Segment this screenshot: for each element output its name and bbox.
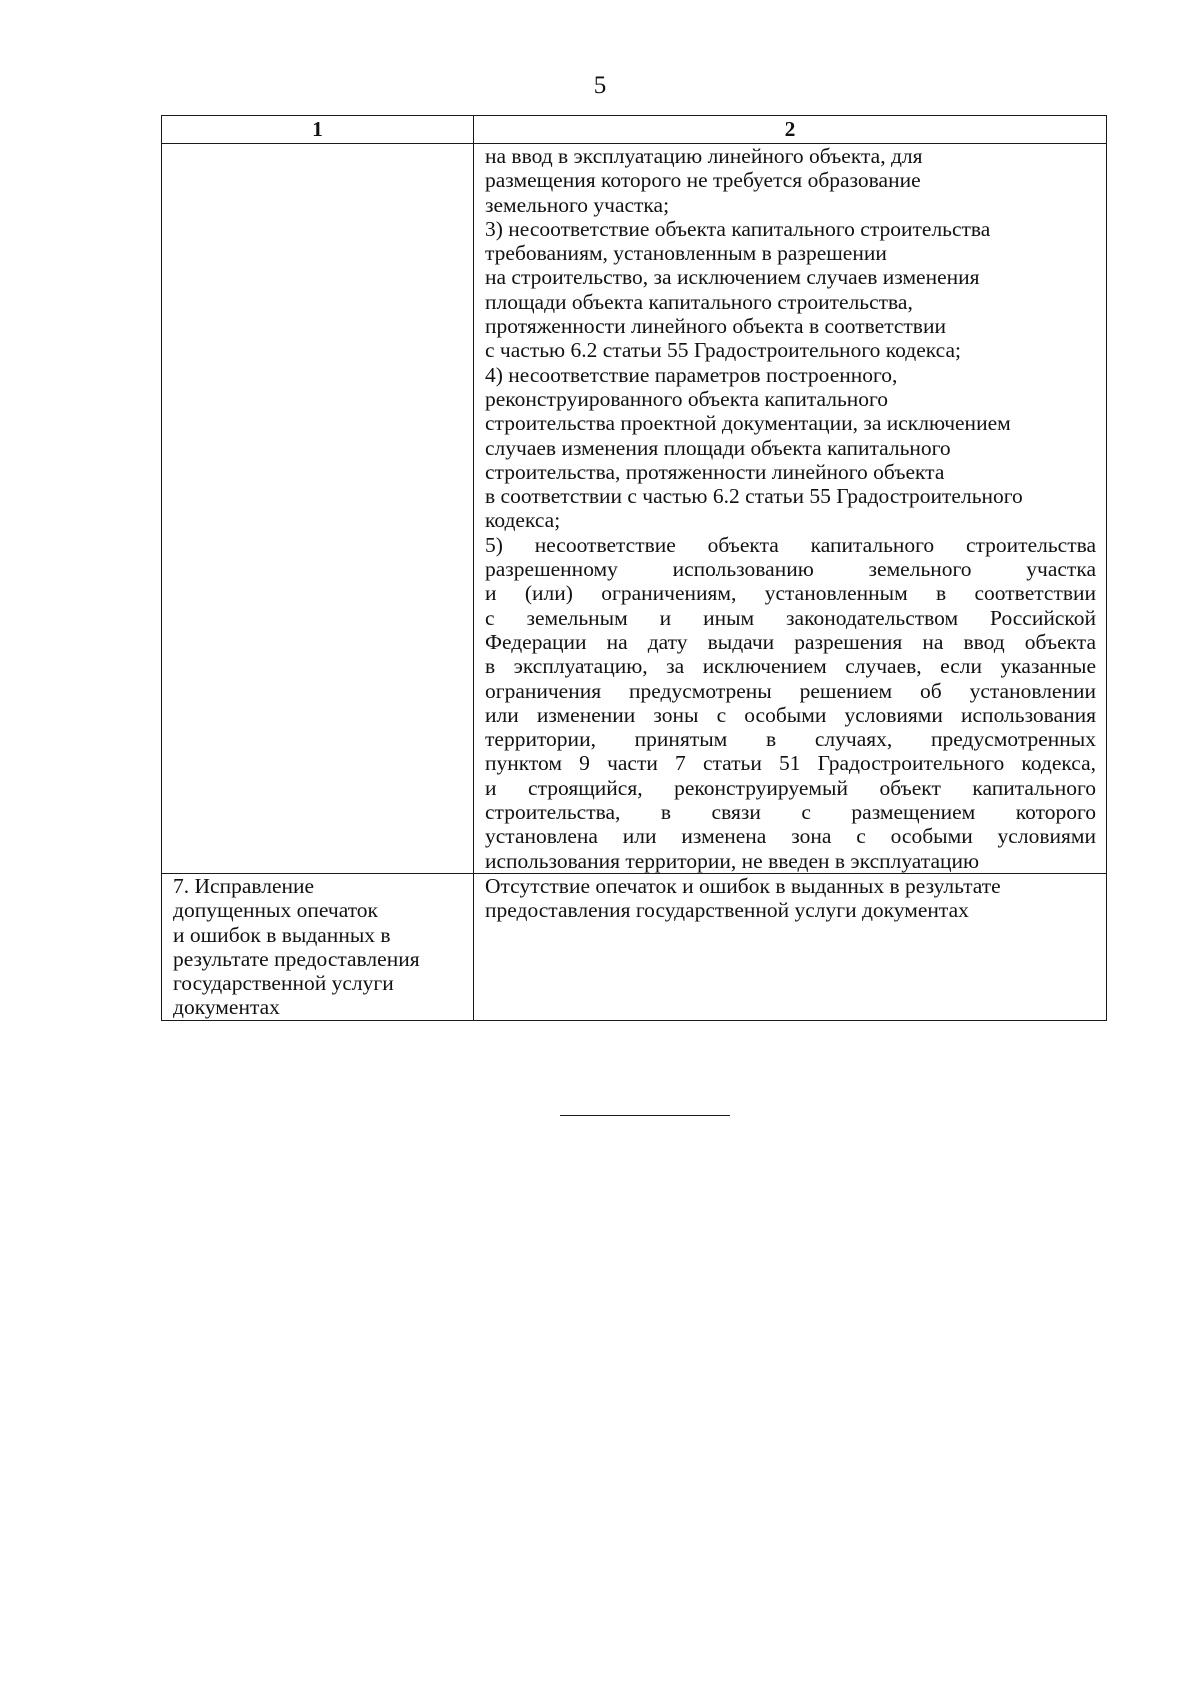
text-line: 4) несоответствие параметров построенного,: [485, 362, 898, 387]
text-line: случаев изменения площади объекта капитального: [485, 435, 951, 460]
text-line: на строительство, за исключением случаев изменения: [485, 265, 980, 290]
justified-text-line: или изменении зоны с особыми условиями использования: [485, 702, 1096, 727]
table-row: [162, 144, 1107, 874]
column-header-1: 1: [162, 116, 474, 144]
text-line: площади объекта капитального строительства,: [485, 289, 913, 314]
row-7-col2: [474, 873, 1107, 1020]
justified-text-line: разрешенному использованию земельного участка: [485, 557, 1096, 582]
justified-text-line: и строящийся, реконструируемый объект капитального: [485, 775, 1096, 800]
text-line: государственной услуги: [173, 971, 394, 996]
text-line: на ввод в эксплуатацию линейного объекта, для: [485, 144, 923, 168]
text-line: кодекса;: [485, 508, 561, 533]
row-7-col1: [162, 873, 474, 1020]
justified-text-line: территории, принятым в случаях, предусмотренных: [485, 727, 1096, 752]
text-line: размещения которого не требуется образование: [485, 168, 921, 193]
justified-text-line: и (или) ограничениям, установленным в соответствии: [485, 581, 1096, 606]
justified-text-line: Федерации на дату выдачи разрешения на ввод объекта: [485, 629, 1096, 654]
end-of-document-rule: [560, 1115, 730, 1116]
text-line: документах: [173, 995, 280, 1020]
justified-text-line: 5) несоответствие объекта капитального строительства: [485, 532, 1096, 557]
justified-text-line: пунктом 9 части 7 статьи 51 Градостроительного кодекса,: [485, 751, 1096, 776]
text-line: результате предоставления: [173, 946, 420, 971]
text-line: и ошибок в выданных в: [173, 922, 391, 947]
continuation-row-col1: [162, 144, 474, 874]
criteria-table: [161, 115, 1107, 1021]
text-line: Отсутствие опечаток и ошибок в выданных в результате: [485, 873, 1001, 898]
text-line: земельного участка;: [485, 192, 670, 217]
justified-text-line: в эксплуатацию, за исключением случаев, если указанные: [485, 654, 1096, 679]
text-line: использования территории, не введен в эксплуатацию: [485, 848, 980, 873]
text-line: реконструированного объекта капитального: [485, 386, 889, 411]
column-header-2: 2: [474, 116, 1107, 144]
text-line: строительства проектной документации, за исключением: [485, 411, 1011, 436]
justified-text-line: с земельным и иным законодательством Российской: [485, 605, 1096, 630]
table-header-row: [162, 116, 1107, 144]
justified-text-line: установлена или изменена зона с особыми условиями: [485, 824, 1096, 849]
continuation-row-col2: [474, 144, 1107, 874]
text-line: 3) несоответствие объекта капитального строительства: [485, 216, 991, 241]
justified-text-line: строительства, в связи с размещением которого: [485, 800, 1096, 825]
justified-text-line: ограничения предусмотрены решением об установлении: [485, 678, 1096, 703]
text-line: в соответствии с частью 6.2 статьи 55 Градостроительного: [485, 484, 1023, 509]
text-line: допущенных опечаток: [173, 898, 378, 923]
text-line: предоставления государственной услуги документах: [485, 898, 969, 923]
text-line: протяженности линейного объекта в соответствии: [485, 314, 946, 339]
text-line: требованиям, установленным в разрешении: [485, 241, 887, 266]
table-row: [162, 873, 1107, 1020]
text-line: строительства, протяженности линейного объекта: [485, 459, 945, 484]
text-line: 7. Исправление: [173, 873, 315, 898]
page-number: 5: [593, 72, 607, 99]
text-line: с частью 6.2 статьи 55 Градостроительного кодекса;: [485, 338, 961, 363]
